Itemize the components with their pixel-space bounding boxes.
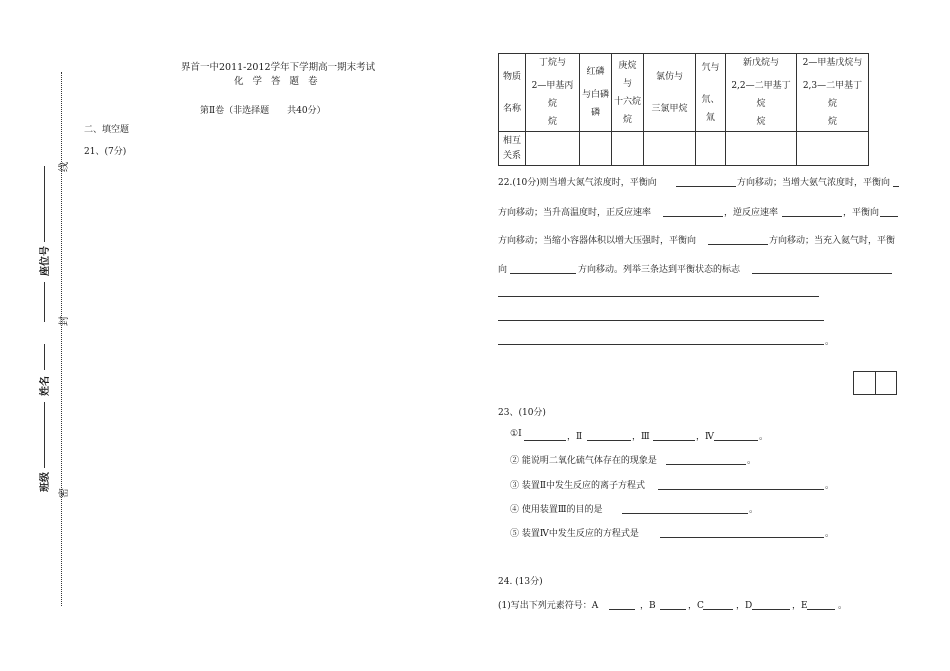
q22-blank[interactable] xyxy=(880,216,898,217)
seat-number-blank-lower[interactable] xyxy=(44,282,45,322)
q22-blank[interactable] xyxy=(752,273,892,274)
q23-item1-ii: ，Ⅱ xyxy=(567,432,583,442)
table-header-cell: 庚烷 与 十六烷 烷 xyxy=(612,54,644,132)
answer-cell[interactable] xyxy=(644,132,696,166)
answer-cell[interactable] xyxy=(612,132,644,166)
q23-item1-end: 。 xyxy=(759,432,769,442)
q24-b: ，B xyxy=(640,601,656,611)
q23-item3-end: 。 xyxy=(825,481,835,491)
q23-blank-iii[interactable] xyxy=(653,440,695,441)
margin-mark-mi: 密 xyxy=(59,488,70,498)
q22-text-3a: 方向移动；当缩小容器体积以增大压强时，平衡向 xyxy=(498,236,697,246)
q21-heading: 21、(7分) xyxy=(84,147,127,157)
q22-end-mark: 。 xyxy=(825,337,835,347)
q24-blank-e[interactable] xyxy=(807,609,835,610)
name-label: 姓名 xyxy=(40,376,51,396)
answer-cell[interactable] xyxy=(580,132,612,166)
margin-mark-feng: 封 xyxy=(59,316,70,326)
binding-dotted-line xyxy=(61,72,62,606)
q22-blank[interactable] xyxy=(893,186,899,187)
q22-answer-line[interactable] xyxy=(498,344,824,345)
table-header-cell: 氯仿与 三氯甲烷 xyxy=(644,54,696,132)
part-two-heading: 二、填空题 xyxy=(84,125,130,135)
q24-item1: (1)写出下列元素符号：A xyxy=(498,601,599,611)
table-header-cell: 红磷 与白磷 磷 xyxy=(580,54,612,132)
score-box-cell[interactable] xyxy=(854,372,875,394)
q22-answer-line[interactable] xyxy=(498,296,819,297)
q23-blank-2[interactable] xyxy=(666,464,746,465)
table-header-cell: 2—甲基戊烷与 2,3—二甲基丁烷 烷 xyxy=(797,54,869,132)
class-label: 班级 xyxy=(40,472,51,492)
q23-heading: 23、(10分) xyxy=(498,408,546,418)
exam-subtitle: 化学答题卷 xyxy=(234,76,327,87)
q22-text-1b: 方向移动；当增大氨气浓度时，平衡向 xyxy=(737,178,891,188)
table-header-cell: 氕与 氘、氚 xyxy=(696,54,726,132)
q24-blank-d[interactable] xyxy=(752,609,790,610)
q23-item1-iv: ，Ⅳ xyxy=(696,432,714,442)
answer-cell[interactable] xyxy=(526,132,580,166)
q22-text-2a: 方向移动；当升高温度时，正反应速率 xyxy=(498,208,652,218)
q24-e: ，E xyxy=(792,601,808,611)
answer-cell[interactable] xyxy=(726,132,797,166)
table-header-cell: 丁烷与 2—甲基丙烷 烷 xyxy=(526,54,580,132)
q23-blank-ii[interactable] xyxy=(587,440,631,441)
q23-blank-3[interactable] xyxy=(658,489,824,490)
table-header-cell: 新戊烷与 2,2—二甲基丁烷 烷 xyxy=(726,54,797,132)
margin-mark-xian: 线 xyxy=(59,162,70,172)
q24-blank-a[interactable] xyxy=(609,609,635,610)
q23-item5-end: 。 xyxy=(825,529,835,539)
score-box-cell[interactable] xyxy=(875,372,897,394)
q22-blank[interactable] xyxy=(510,273,576,274)
q24-end: 。 xyxy=(838,601,848,611)
q23-blank-i[interactable] xyxy=(524,440,566,441)
name-blank[interactable] xyxy=(44,344,45,370)
q23-blank-5[interactable] xyxy=(660,537,824,538)
q23-item2-end: 。 xyxy=(747,456,757,466)
score-box[interactable] xyxy=(853,371,897,395)
q24-heading: 24. (13分) xyxy=(498,577,543,587)
q22-text-1a: 22.(10分)则当增大氮气浓度时，平衡向 xyxy=(498,178,657,188)
q22-answer-line[interactable] xyxy=(498,320,824,321)
q22-text-3b: 方向移动；当充入氦气时，平衡 xyxy=(769,236,896,246)
q22-blank[interactable] xyxy=(676,186,736,187)
q23-blank-4[interactable] xyxy=(622,513,748,514)
q22-text-2c: ，平衡向 xyxy=(843,208,880,218)
q23-item3: ③ 装置Ⅱ中发生反应的离子方程式 xyxy=(510,481,645,491)
q22-blank[interactable] xyxy=(663,216,723,217)
q22-text-4b: 方向移动。列举三条达到平衡状态的标志 xyxy=(578,265,741,275)
q23-item4: ④ 使用装置Ⅲ的目的是 xyxy=(510,505,603,515)
q24-blank-b[interactable] xyxy=(660,609,686,610)
q23-item1-i: ①Ⅰ xyxy=(510,429,522,439)
table-header-cell: 物质 名称 xyxy=(499,54,526,132)
section-heading: 第Ⅱ卷（非选择题 共40分） xyxy=(200,106,326,116)
answer-cell[interactable] xyxy=(696,132,726,166)
relation-label-cell: 相互 关系 xyxy=(499,132,526,166)
q22-blank[interactable] xyxy=(782,216,842,217)
class-blank[interactable] xyxy=(44,402,45,468)
exam-title: 界首一中2011-2012学年下学期高一期末考试 xyxy=(181,62,376,73)
table-row xyxy=(499,132,869,166)
q22-text-2b: ，逆反应速率 xyxy=(724,208,779,218)
q23-item2: ② 能说明二氧化硫气体存在的现象是 xyxy=(510,456,657,466)
q24-d: ，D xyxy=(736,601,753,611)
q23-item1-iii: ，Ⅲ xyxy=(632,432,650,442)
seat-number-blank[interactable] xyxy=(44,166,45,242)
q23-item5: ⑤ 装置Ⅳ中发生反应的方程式是 xyxy=(510,529,639,539)
q24-c: ，C xyxy=(688,601,704,611)
seat-number-label: 座位号 xyxy=(40,246,51,276)
table-row xyxy=(499,54,869,132)
q23-blank-iv[interactable] xyxy=(714,440,758,441)
answer-cell[interactable] xyxy=(797,132,869,166)
q22-blank[interactable] xyxy=(708,244,768,245)
q24-blank-c[interactable] xyxy=(703,609,733,610)
q23-item4-end: 。 xyxy=(749,505,759,515)
relation-table xyxy=(498,53,869,166)
q22-text-4a: 向 xyxy=(498,265,508,275)
